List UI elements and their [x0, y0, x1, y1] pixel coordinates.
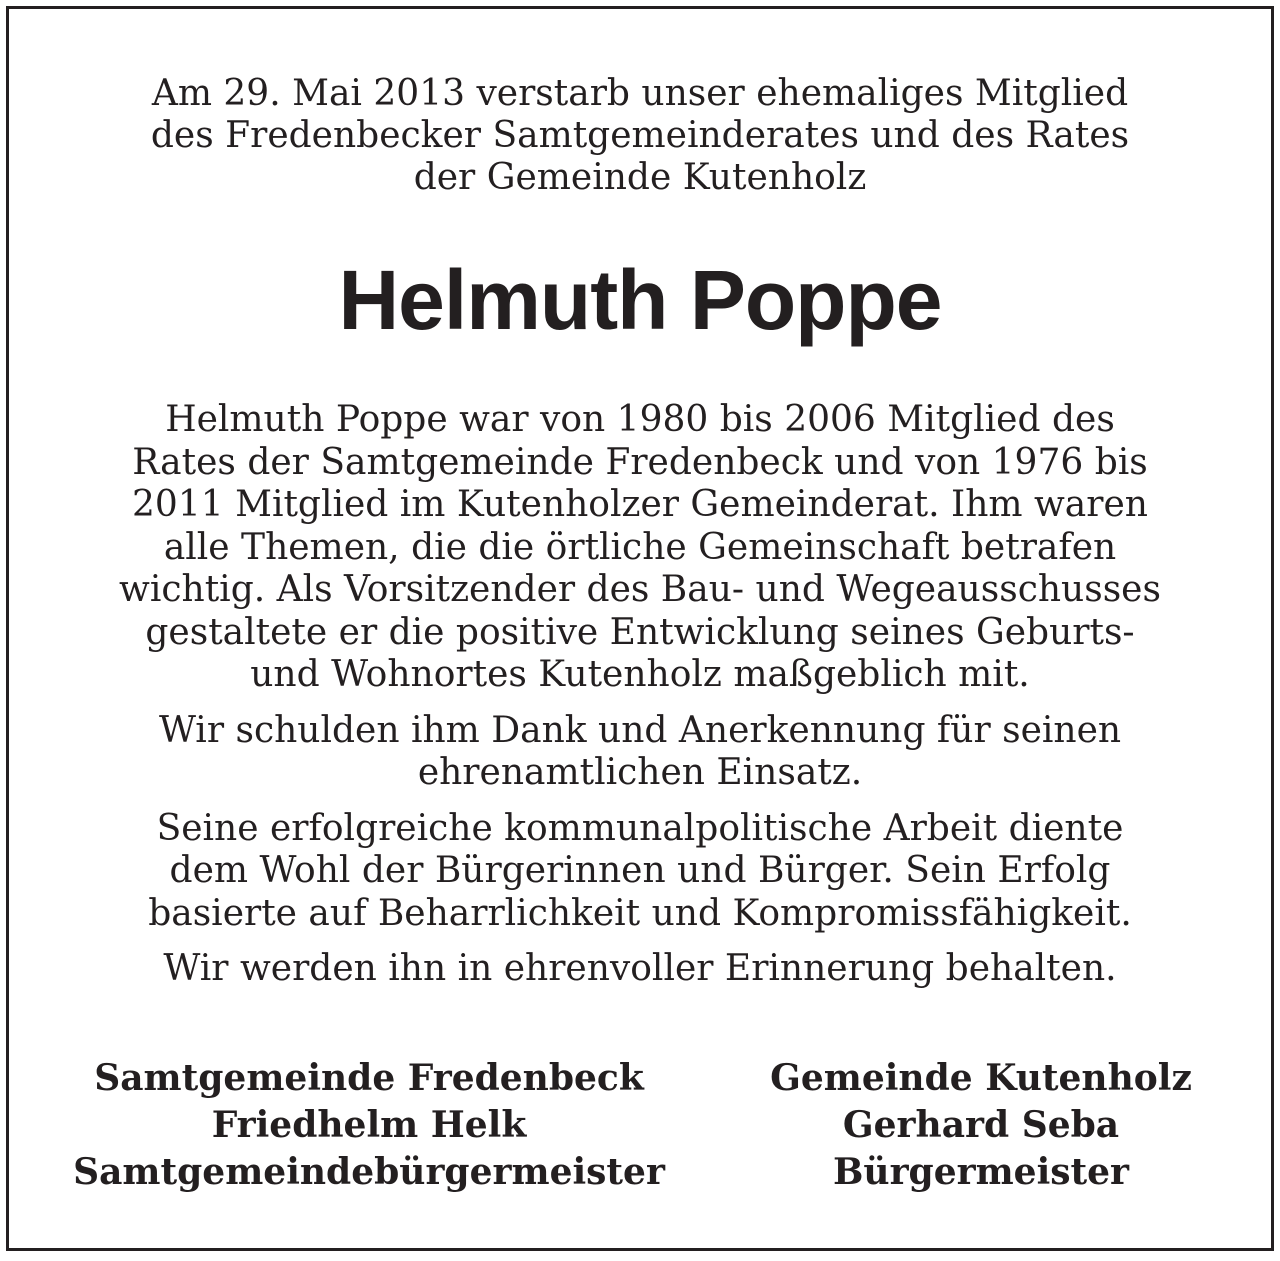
deceased-name: Helmuth Poppe	[338, 253, 942, 347]
text-line: Seine erfolgreiche kommunalpolitische Arbeit diente	[156, 807, 1124, 849]
intro-line: des Fredenbecker Samtgemeinderates und des Rates	[150, 115, 1130, 156]
obituary-notice	[6, 6, 1274, 1251]
intro-line: Am 29. Mai 2013 verstarb unser ehemaliges Mitglied	[151, 73, 1129, 114]
signature-title: Bürgermeister	[832, 1151, 1130, 1193]
tribute-paragraph	[9, 710, 1271, 795]
tribute-paragraph	[9, 948, 1271, 991]
text-line: und Wohnortes Kutenholz maßgeblich mit.	[250, 654, 1030, 695]
text-line: Wir werden ihn in ehrenvoller Erinnerung behalten.	[163, 948, 1117, 989]
text-line: basierte auf Beharrlichkeit und Kompromissfähigkeit.	[148, 892, 1132, 934]
intro-text	[9, 73, 1271, 199]
text-line: Rates der Samtgemeinde Fredenbeck und von 1976 bis	[132, 441, 1148, 483]
signature-block-fredenbeck	[69, 1055, 669, 1196]
intro-line: der Gemeinde Kutenholz	[413, 157, 867, 198]
signature-organization: Gemeinde Kutenholz	[770, 1057, 1192, 1099]
signature-person: Gerhard Seba	[842, 1104, 1120, 1146]
text-line: gestaltete er die positive Entwicklung seines Geburts-	[145, 611, 1135, 653]
signature-organization: Samtgemeinde Fredenbeck	[94, 1057, 644, 1099]
text-line: 2011 Mitglied im Kutenholzer Gemeinderat. Ihm waren	[132, 484, 1148, 525]
text-line: wichtig. Als Vorsitzender des Bau- und Wegeausschusses	[119, 569, 1161, 610]
tribute-paragraph	[9, 399, 1271, 697]
text-line: dem Wohl der Bürgerinnen und Bürger. Sein Erfolg	[169, 850, 1111, 891]
signature-person: Friedhelm Helk	[211, 1104, 527, 1146]
tribute-paragraph	[9, 808, 1271, 936]
signature-block-kutenholz	[731, 1055, 1231, 1196]
tribute-text	[9, 399, 1271, 991]
text-line: ehrenamtlichen Einsatz.	[417, 752, 863, 793]
text-line: alle Themen, die die örtliche Gemeinschaft betrafen	[163, 526, 1117, 568]
text-line: Wir schulden ihm Dank und Anerkennung für seinen	[158, 709, 1122, 751]
signature-title: Samtgemeindebürgermeister	[73, 1151, 665, 1193]
text-line: Helmuth Poppe war von 1980 bis 2006 Mitglied des	[165, 399, 1115, 440]
